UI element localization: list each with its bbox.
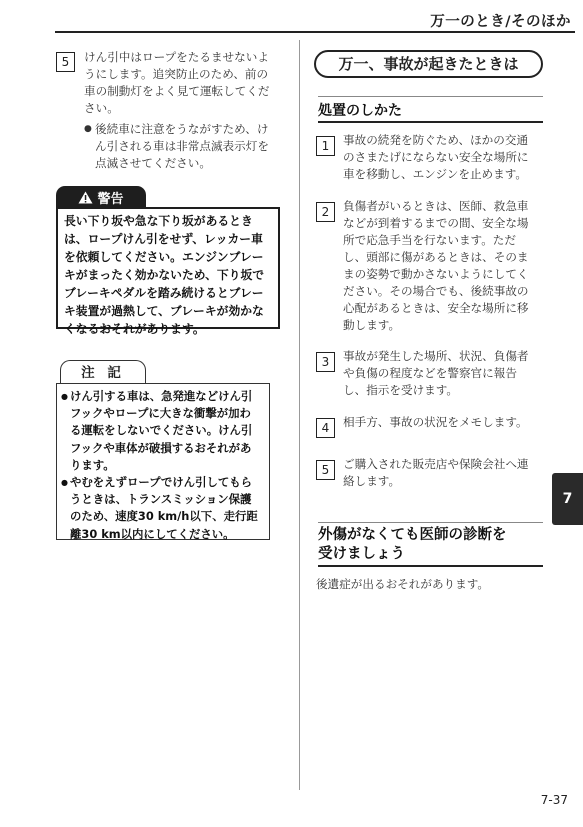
note-item — [61, 474, 265, 543]
step-number-box: 1 — [316, 136, 335, 156]
bullet-icon: ● — [84, 124, 92, 134]
header-rule — [55, 31, 575, 33]
text-line: ブレーキペダルを踏み続けるとブレー — [64, 286, 264, 300]
step-4-text — [343, 414, 553, 431]
text-line: 事故が発生した場所、状況、負傷者 — [343, 349, 529, 363]
step-1-text — [343, 132, 553, 183]
text-line: 心配があるときは、安全な場所に移 — [343, 301, 529, 315]
text-line: 動します。 — [343, 318, 401, 332]
text-line: 受けましょう — [318, 546, 405, 562]
text-line: キがまったく効かないため、下り坂で — [64, 268, 265, 282]
step-number-box: 4 — [316, 418, 335, 438]
note-box — [56, 383, 270, 540]
warning-text — [64, 212, 274, 338]
text-line: ださい。その場合でも、後続事故の — [343, 284, 529, 298]
text-line: 点滅させてください。 — [95, 156, 211, 170]
text-line: 後続車に注意をうながすため、け — [95, 122, 269, 136]
subhead-treatment: 処置のしかた — [318, 103, 402, 119]
text-line: 離30 km以内にしてください。 — [70, 526, 235, 541]
text-line: うときは、トランスミッション保護 — [70, 492, 252, 507]
subhead-rule-bottom — [318, 121, 543, 123]
note-item — [61, 388, 265, 474]
chapter-tab: 7 — [552, 473, 583, 525]
text-line: のため、速度30 km/h以下、走行距 — [70, 509, 258, 524]
subhead-see-doctor — [318, 526, 507, 564]
warning-label-text: 警告 — [97, 191, 124, 207]
text-line: 所で応急手当を行ないます。ただ — [343, 233, 516, 247]
text-line: のさまたげにならない安全な場所に — [343, 150, 529, 164]
text-line: は、ロープけん引をせず、レッカー車 — [64, 232, 263, 246]
text-line: キ装置が過熱して、ブレーキが効かな — [64, 304, 264, 318]
text-line: ん引される車は非常点滅表示灯を — [95, 139, 269, 153]
column-divider — [299, 40, 300, 790]
page-number: 7-37 — [540, 793, 568, 807]
text-line: 相手方、事故の状況をメモします。 — [343, 415, 528, 429]
bullet-icon: ● — [61, 392, 68, 401]
bullet-icon: ● — [61, 478, 68, 488]
note-label: 注 記 — [60, 360, 146, 384]
text-line: ります。 — [70, 457, 115, 472]
step-2-text — [343, 198, 553, 334]
text-line: る運転をしないでください。けん引 — [70, 423, 253, 438]
warning-label — [56, 186, 146, 208]
text-line: 長い下り坂や急な下り坂があるとき — [64, 214, 253, 228]
text-line: 絡します。 — [343, 474, 401, 488]
step-number-box: 2 — [316, 202, 335, 222]
subhead-rule-top — [318, 96, 543, 97]
section-title: 万一、事故が起きたときは — [314, 50, 543, 78]
step-number-box: 5 — [56, 52, 75, 72]
step-5-text — [343, 456, 553, 490]
text-line: くなるおそれがあります。 — [64, 322, 205, 336]
text-line: 負傷者がいるときは、医師、救急車 — [343, 199, 529, 213]
text-line: し、指示を受けます。 — [343, 383, 459, 397]
text-line: けん引する車は、急発進などけん引 — [70, 389, 253, 403]
text-line: うにします。追突防止のため、前の — [84, 67, 269, 81]
text-line: まの姿勢で動かさないようにしてく — [343, 267, 529, 281]
subhead-rule-bottom — [318, 565, 543, 567]
text-line: を依頼してください。エンジンブレー — [64, 250, 264, 264]
step-number-box: 5 — [316, 460, 335, 480]
text-line: や負傷の程度などを警察官に報告 — [343, 366, 517, 380]
warning-box — [56, 207, 280, 336]
text-line: けん引中はロープをたるませないよ — [84, 50, 269, 64]
left-item5-subbullet — [84, 121, 289, 172]
step-3-text — [343, 348, 553, 399]
text-line: 外傷がなくても医師の診断を — [318, 527, 507, 543]
text-line: ご購入された販売店や保険会社へ連 — [343, 457, 529, 471]
step-number-box: 3 — [316, 352, 335, 372]
text-line: などが到着するまでの間、安全な場 — [343, 216, 529, 230]
warning-triangle-icon — [78, 191, 93, 204]
text-line: し、頭部に傷があるときは、そのま — [343, 250, 529, 264]
text-line: フックやロープに大きな衝撃が加わ — [70, 406, 251, 421]
text-line: 事故の続発を防ぐため、ほかの交通 — [343, 133, 529, 147]
subhead-rule-top — [318, 522, 543, 523]
text-line: さい。 — [84, 101, 119, 115]
text-line: やむをえずロープでけん引してもら — [70, 475, 253, 490]
left-item5-text — [84, 49, 289, 117]
text-line: 車の制動灯をよく見て運転してくだ — [84, 84, 270, 98]
chapter-title: 万一のとき/そのほか — [430, 14, 571, 30]
closing-text: 後遺症が出るおそれがあります。 — [316, 577, 489, 591]
text-line: 車を移動し、エンジンを止めます。 — [343, 167, 527, 181]
text-line: フックや車体が破損するおそれがあ — [70, 440, 252, 455]
